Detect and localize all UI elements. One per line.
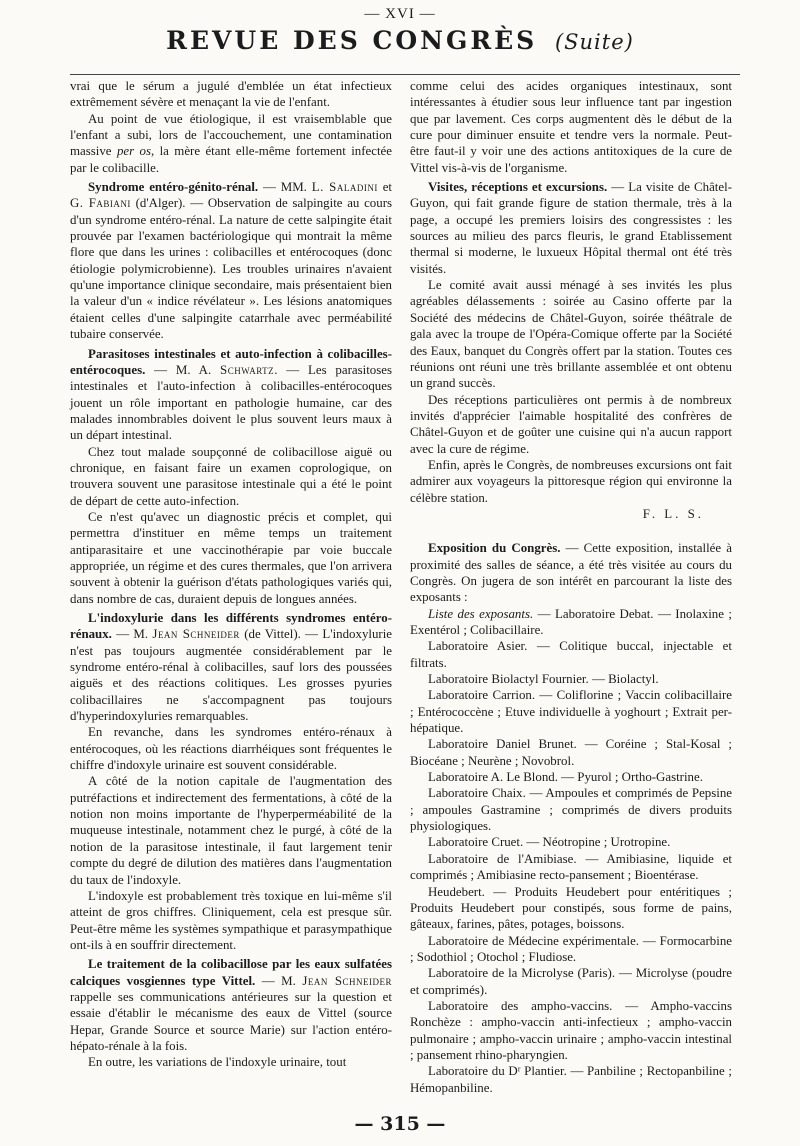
exhibitor-item: Heudebert. — Produits Heudebert pour entéritiques ; Produits Heudebert pour constipés, sous forme de pains, gâteaux, farines, pâtes, potages, boissons. bbox=[410, 884, 732, 932]
author: Schwartz bbox=[220, 362, 275, 377]
exhibitor-item: Laboratoire de Médecine expérimentale. — Formocarbine ; Sodothiol ; Otochol ; Fludiose. bbox=[410, 933, 732, 964]
section-visites bbox=[410, 179, 732, 277]
author: L. Saladini bbox=[311, 180, 378, 195]
exhibitor-item: Laboratoire de l'Amibiase. — Amibiasine, liquide et comprimés ; Amibiasine recto-pansement ; Bioentérase. bbox=[410, 851, 732, 883]
paragraph: En revanche, dans les syndromes entéro-rénaux à entérocoques, où les réactions diarrhéiques sont fréquentes le chiffre d'indoxyle urinaire est souvent considérable. bbox=[70, 725, 392, 773]
paragraph: Le comité avait aussi ménagé à ses invités les plus agréables délassements : soirée au Casino offerte par la Société des médecins de Châtel-Guyon, soirée théâtrale de gala avec la troupe de l'Opéra-Comique offerte par la Société des Eaux, banquet du Congrès offert par la station. Toutes ces réunions ont réuni une très brillante assemblée et ont obtenu un grand succès. bbox=[410, 278, 732, 391]
text: — M. bbox=[255, 973, 303, 988]
exhibitor-item: Laboratoire Carrion. — Coliflorine ; Vaccin colibacillaire ; Entérococcène ; Etuve individuelle à yoghourt ; Extrait per-hépatique. bbox=[410, 688, 732, 736]
section-title: Exposition du Congrès. bbox=[428, 541, 561, 556]
page-folio: — XVI — bbox=[364, 6, 436, 22]
text: Au point de vue étiologique, il est vraisemblable que l'enfant a subi, lors de l'accouchement, une contamination massive bbox=[70, 111, 392, 159]
exhibitor-item: Laboratoire de la Microlyse (Paris). — Microlyse (poudre et comprimés). bbox=[410, 966, 732, 997]
author: Jean Schneider bbox=[152, 627, 240, 642]
text: — M. bbox=[111, 627, 153, 642]
text: — MM. bbox=[258, 180, 312, 195]
right-column bbox=[410, 78, 732, 1096]
section-title: Visites, réceptions et excursions. bbox=[428, 180, 608, 195]
section-title: Syndrome entéro-génito-rénal. bbox=[88, 180, 259, 195]
journal-title bbox=[0, 26, 800, 55]
section-parasitoses bbox=[70, 346, 392, 444]
paragraph: comme celui des acides organiques intestinaux, sont intéressantes à étudier sous leur influence tant par ingestion que par lavement. Ces corps augmentent dès le début de la cure pour diminuer ensuite et tendre vers la normale. Peut-être faut-il y voir une des actions antitoxiques de la cure de Vittel vis-à-vis de l'organisme. bbox=[410, 79, 732, 175]
paragraph: vrai que le sérum a jugulé d'emblée un état infectieux extrêmement sévère et menaçant la vie de l'enfant. bbox=[70, 79, 392, 110]
text: — Cette exposition, installée à proximité des salles de séance, a été très visitée au cours du Congrès. On jugera de son intérêt en parcourant la liste des exposants : bbox=[410, 541, 732, 605]
paragraph: Enfin, après le Congrès, de nombreuses excursions ont fait admirer aux voyageurs la pittoresque région qui environne la célèbre station. bbox=[410, 457, 732, 505]
paragraph bbox=[70, 111, 392, 176]
paragraph: Des réceptions particulières ont permis à de nombreux invités d'apprécier l'aimable hospitalité des confrères de Châtel-Guyon et de goûter une cuisine qui n'a aucun rapport avec la cure de régime. bbox=[410, 392, 732, 456]
section-title: Le traitement de la colibacillose par les eaux sulfatées calciques vosgiennes type Vittel. bbox=[70, 957, 392, 988]
paragraph: A côté de la notion capitale de l'augmentation des putréfactions et indirectement des fermentations, à côté de la notion non moins importante de l'hyperperméabilité de la muqueuse intestinale, notamment chez le purgé, à côté de la notion de la parasitose intestinale, il faut largement tenir compte du degré de dilution des matières dans l'augmentation du taux de l'indoxyle. bbox=[70, 774, 392, 887]
paragraph: Ce n'est qu'avec un diagnostic précis et complet, qui permettra d'instituer en même temps un traitement antiparasitaire et une vaccinothérapie par voie buccale appropriée, un régime et des cures thermales, que l'on arrivera souvent à obtenir la guérison d'états pathologiques variés qui, dans nombre de cas, duraient depuis de longues années. bbox=[70, 509, 392, 606]
text: et bbox=[377, 180, 392, 195]
section-indoxylurie bbox=[70, 610, 392, 724]
exhibitor-item: Laboratoire Daniel Brunet. — Coréine ; Stal-Kosal ; Biocéane ; Neurène ; Novobrol. bbox=[410, 737, 732, 768]
text: (d'Alger). — Observation de salpingite au cours d'un syndrome entéro-rénal. La nature de cette salpingite était prouvée par l'examen bactériologique qui montrait la même flore que dans les urines : colibacilles et entérocoques (donc étiologie polymicrobienne). Les troubles urinaires n'avaient qu'une importance clinique secondaire, mais présentaient bien la valeur d'un « indice révélateur ». Les lésions anatomiques étaient celles d'une salpingite catarrhale avec perméabilité tubaire conservée. bbox=[70, 196, 392, 342]
exhibitor-item: Laboratoire Biolactyl Fournier. — Biolactyl. bbox=[428, 672, 659, 687]
list-label: Liste des exposants. bbox=[428, 606, 534, 621]
text: — M. A. bbox=[145, 362, 221, 377]
section-title: Parasitoses intestinales et auto-infection à colibacilles-entérocoques. bbox=[70, 346, 392, 377]
author: Jean Schneider bbox=[302, 973, 392, 988]
exhibitor-item: Laboratoire A. Le Blond. — Pyurol ; Ortho-Gastrine. bbox=[428, 770, 703, 785]
section-exposition bbox=[410, 540, 732, 605]
page-number: — 315 — bbox=[354, 1113, 446, 1135]
section-title: L'indoxylurie dans les différents syndromes entéro-rénaux. bbox=[70, 611, 392, 642]
title-text: REVUE DES CONGRÈS bbox=[166, 26, 538, 55]
header-rule bbox=[70, 74, 740, 75]
latin-term: per os bbox=[116, 144, 151, 159]
text: (de Vittel). — L'indoxylurie n'est pas toujours augmentée considérablement par le syndrome entéro-rénal à colibacilles, sauf lors des poussées aiguës et des réactions colitiques. Les grosses pyuries colibacillaires ne s'accompagnent pas toujours d'hyperindoxyluries remarquables. bbox=[70, 627, 393, 724]
text: rappelle ses communications antérieures sur la question et essaie d'établir le mécanisme des eaux de Vittel (source Hepar, Grande Source et source Marie) sur l'action entéro-hépato-rénale à la fois. bbox=[70, 989, 392, 1053]
paragraph: En outre, les variations de l'indoxyle urinaire, tout bbox=[88, 1055, 347, 1070]
text: . — Les parasitoses intestinales et l'auto-infection à colibacilles-entérocoques jouent un rôle important en pathologie humaine, car des malades innombrables doivent le plus souvent leurs maux à un départ intestinal. bbox=[70, 362, 392, 443]
exhibitor-item: Laboratoire Cruet. — Néotropine ; Urotropine. bbox=[428, 835, 671, 850]
paragraph: Chez tout malade soupçonné de colibacillose aiguë ou chronique, en faisant faire un examen coprologique, on trouvera souvent une parasitose intestinale qui a été le point de départ de cette auto-infection. bbox=[70, 444, 392, 508]
text: , la mère étant elle-même fortement infectée par le colibacille. bbox=[70, 144, 392, 175]
section-traitement bbox=[70, 956, 392, 1054]
signature: F. L. S. bbox=[642, 506, 704, 521]
left-column bbox=[70, 78, 392, 1071]
exhibitor-item bbox=[410, 606, 732, 639]
exhibitor-item: Laboratoire Chaix. — Ampoules et comprimés de Pepsine ; ampoules Gastramine ; comprimés de divers produits physiologiques. bbox=[410, 786, 732, 834]
title-suite: (Suite) bbox=[554, 30, 634, 54]
section-syndrome bbox=[70, 179, 392, 342]
author: G. Fabiani bbox=[70, 196, 131, 211]
exhibitor-item: Laboratoire Asier. — Colitique buccal, injectable et filtrats. bbox=[410, 639, 732, 670]
exhibitor-item: Laboratoire des ampho-vaccins. — Ampho-vaccins Ronchèze : ampho-vaccin anti-infectieux ; ampho-vaccin pulmonaire ; ampho-vaccin urinaire ; ampho-vaccin intestinal ; pansement rhino-pharyngien. bbox=[410, 998, 732, 1062]
exhibitor-item: Laboratoire du Dʳ Plantier. — Panbiline ; Rectopanbiline ; Hémopanbiline. bbox=[410, 1064, 732, 1095]
text: — Laboratoire Debat. — Inolaxine ; Exentérol ; Colibacillaire. bbox=[410, 606, 732, 637]
text: — La visite de Châtel-Guyon, qui fait grande figure de station thermale, très à la page, a occupé les premiers loisirs des congressistes : les sources au milieu des parcs fleuris, le grand Etablissement thermal si moderne, le luxueux Hôpital thermal ont été très visités. bbox=[410, 180, 732, 276]
paragraph: L'indoxyle est probablement très toxique en lui-même s'il atteint de gros chiffres. Cliniquement, cela est presque sûr. Peut-être même les systèmes sympathique et parasympathique ont-ils à en souffrir directement. bbox=[70, 888, 392, 952]
